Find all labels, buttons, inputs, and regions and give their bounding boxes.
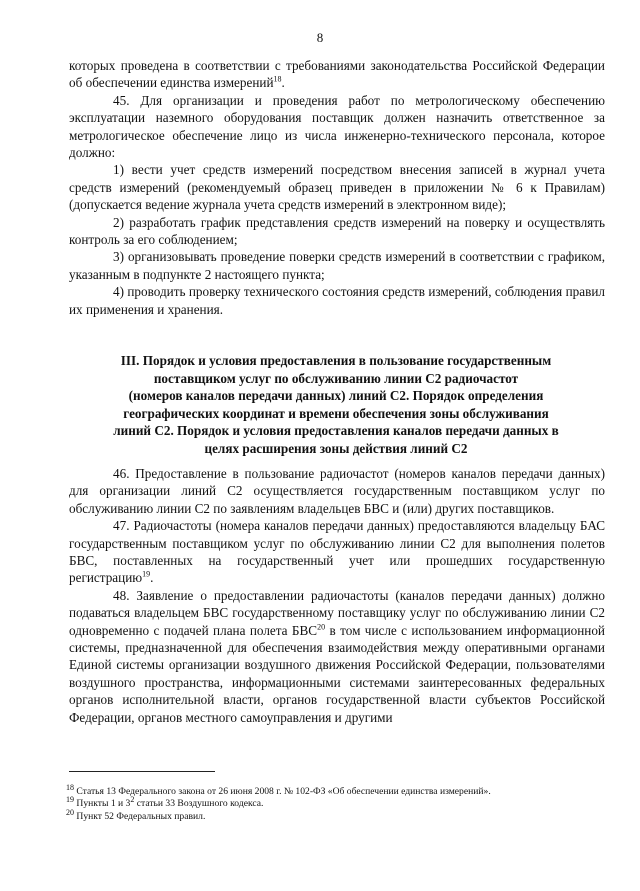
footnote-mark: 19 (66, 795, 74, 805)
footnote-text: Статья 13 Федерального закона от 26 июня 2008 г. № 102-ФЗ «Об обеспечении единства измерений». (74, 786, 491, 797)
footnote-ref-20: 20 (317, 622, 326, 632)
heading-line: (номеров каналов передачи данных) линий С2. Порядок определения (128, 388, 544, 404)
footnote-mark: 20 (66, 807, 74, 817)
paragraph-47-end: . (150, 570, 154, 586)
paragraph-continuation-end: . (281, 75, 285, 91)
heading-line: географических координат и времени обеспечения зоны обслуживания (123, 405, 549, 421)
section-heading (66, 352, 606, 458)
footnote-19 (66, 795, 606, 810)
heading-line: линий С2. Порядок и условия предоставления каналов передачи данных в (113, 423, 559, 439)
footnote-text: Пункт 52 Федеральных правил. (74, 810, 206, 822)
list-item: 2) разработать график представления средств измерений на поверку и осуществлять контроль за его соблюдением; (69, 214, 605, 248)
paragraph-48 (69, 587, 605, 726)
page-number: 8 (316, 30, 324, 45)
footnote-ref-18: 18 (273, 75, 282, 85)
footnote-divider (69, 771, 215, 772)
footnotes (66, 782, 606, 823)
body-text-top (69, 57, 605, 318)
list-item: 4) проводить проверку технического состояния средств измерений, соблюдения правил их применения и хранения. (69, 284, 605, 317)
paragraph-continuation (69, 57, 605, 92)
heading-line: целях расширения зоны действия линий С2 (204, 440, 468, 456)
list-item: 1) вести учет средств измерений посредством внесения записей в журнал учета средств измерений (рекомендуемый образец приведен в приложении № 6 к Правилам) (допускается ведение журнала учета средств измерений в электронном виде); (69, 162, 605, 213)
paragraph-47 (69, 517, 605, 587)
paragraph-46: 46. Предоставление в пользование радиочастот (номеров каналов передачи данных) для организации линий С2 осуществляется государственным поставщиком услуг по обслуживанию линии С2 по заявлениям владельцев БВС и (или) других поставщиков. (69, 466, 605, 516)
footnote-18 (66, 782, 606, 798)
footnote-text: статьи 33 Воздушного кодекса. (134, 798, 264, 810)
body-text-bottom (69, 465, 605, 726)
footnote-20 (66, 807, 606, 823)
paragraph-continuation-text: которых проведена в соответствии с требованиями законодательства Российской Федерации об обеспечении единства измерений (69, 58, 605, 91)
paragraph-48-text-a: 48. Заявление о предоставлении радиочастоты (каналов передачи данных) должно подаваться владельцем БВС государственному поставщику услуг по обслуживанию линии С2 одновременно с подачей плана полета БВС (69, 587, 605, 638)
list-item: 3) организовывать проведение поверки средств измерений в соответствии с графиком, указанным в подпункте 2 настоящего пункта; (69, 249, 605, 282)
footnote-mark: 18 (66, 782, 74, 792)
paragraph-47-text: 47. Радиочастоты (номера каналов передачи данных) предоставляются владельцу БАС государственным поставщиком услуг по обслуживанию линии С2 для выполнения полетов БВС, поставленных на государственный учет или прошедших государственную регистрацию (69, 518, 605, 586)
footnote-sub-mark: 2 (130, 795, 135, 805)
heading-line: поставщиком услуг по обслуживанию линии С2 радиочастот (153, 370, 519, 386)
footnote-ref-19: 19 (142, 570, 151, 580)
heading-line: III. Порядок и условия предоставления в пользование государственным (120, 353, 552, 368)
paragraph-48-text-b: в том числе с использованием информационной системы, предназначенной для обеспечения взаимодействия между оперативными органами Единой системы организации воздушного движения Российской Федерации, пользователями воздушного пространства, информационными системами заинтересованных федеральных органов исполнительной власти, органов государственной власти субъектов Российской Федерации, органов местного самоуправления и другими (69, 622, 605, 725)
paragraph-45: 45. Для организации и проведения работ по метрологическому обеспечению эксплуатации наземного оборудования поставщик должен назначить ответственное за метрологическое обеспечение лицо из числа инженерно-технического персонала, которое должно: (69, 92, 605, 161)
footnote-text: Пункты 1 и 3 (74, 798, 131, 810)
